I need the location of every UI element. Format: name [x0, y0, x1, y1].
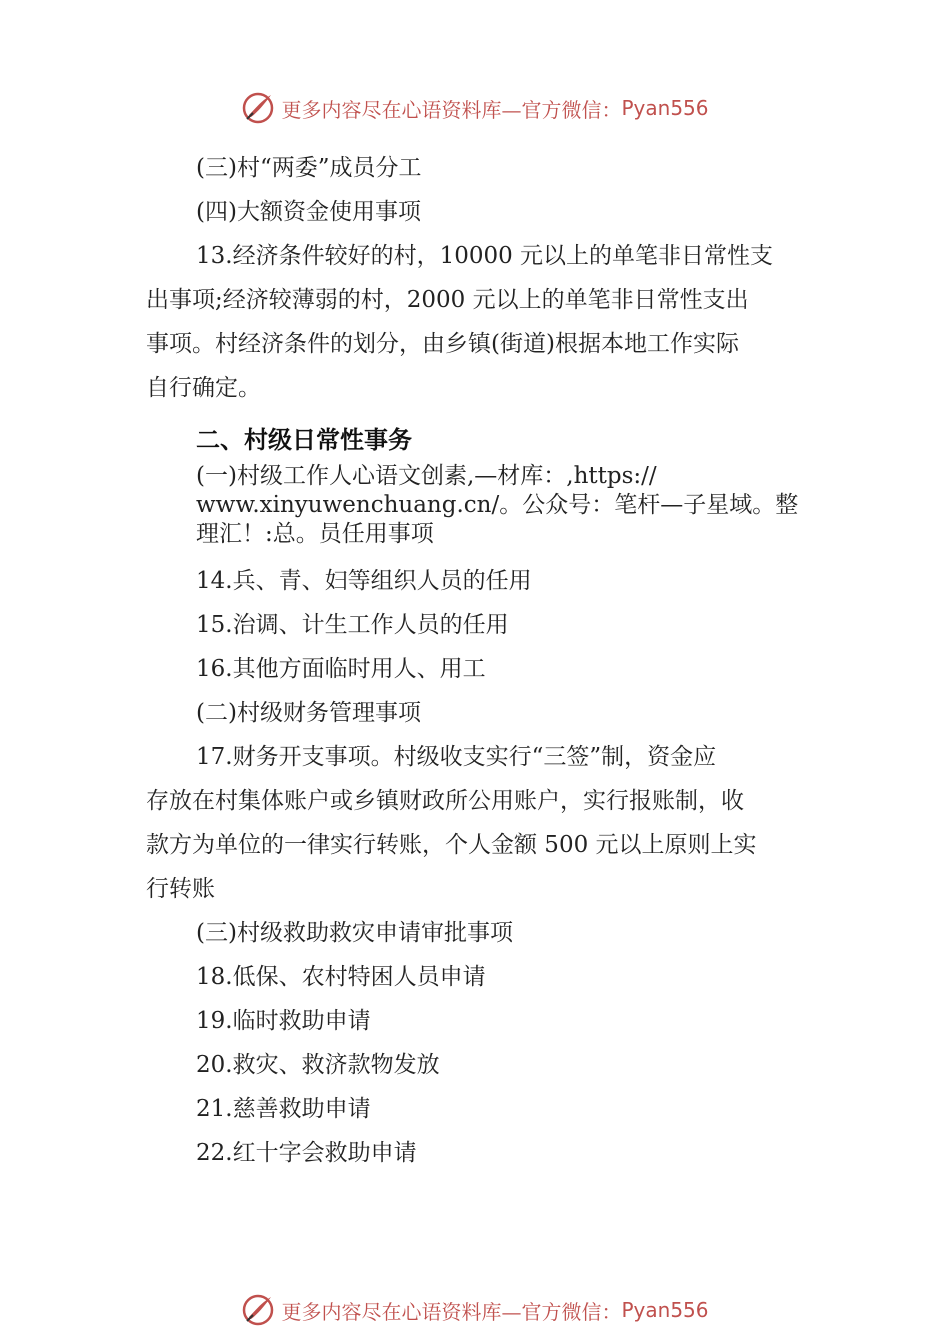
subsection-3: (三)村级救助救灾申请审批事项	[196, 920, 513, 946]
line-section-3-members: (三)村“两委”成员分工	[196, 155, 422, 181]
item-19: 19.临时救助申请	[196, 1008, 371, 1034]
paragraph-13-line: 事项。村经济条件的划分，由乡镇(街道)根据本地工作实际	[146, 331, 739, 357]
item-16: 16.其他方面临时用人、用工	[196, 656, 486, 682]
paragraph-17-line: 17.财务开支事项。村级收支实行“三签”制，资金应	[196, 744, 717, 770]
document-body	[146, 146, 816, 1175]
banner-text: 更多内容尽在心语资料库—官方微信：	[281, 1299, 622, 1324]
paragraph-13-line: 自行确定。	[146, 375, 261, 401]
subsection-1-line: 理汇！:总。员任用事项	[196, 521, 434, 547]
subsection-2: (二)村级财务管理事项	[196, 700, 421, 726]
section-heading: 二、村级日常性事务	[196, 426, 412, 454]
paragraph-17-line: 款方为单位的一律实行转账，个人金额 500 元以上原则上实	[146, 832, 757, 858]
item-20: 20.救灾、救济款物发放	[196, 1052, 440, 1078]
paragraph-17	[146, 735, 806, 911]
banner-text: 更多内容尽在心语资料库—官方微信：	[281, 97, 622, 122]
paragraph-17-line: 行转账	[146, 876, 215, 902]
quill-logo-icon	[241, 91, 275, 125]
item-18: 18.低保、农村特困人员申请	[196, 964, 486, 990]
banner-wechat-id: Pyan556	[621, 96, 709, 120]
header-banner	[0, 88, 950, 128]
subsection-1-line: www.xinyuwenchuang.cn/。公众号：笔杆—子星域。整	[196, 492, 799, 518]
paragraph-13	[146, 234, 806, 410]
line-section-4-funds: (四)大额资金使用事项	[196, 199, 421, 225]
item-21: 21.慈善救助申请	[196, 1096, 371, 1122]
paragraph-17-line: 存放在村集体账户或乡镇财政所公用账户，实行报账制，收	[146, 788, 744, 814]
footer-banner	[0, 1290, 950, 1330]
item-22: 22.红十字会救助申请	[196, 1140, 417, 1166]
paragraph-13-line: 出事项;经济较薄弱的村，2000 元以上的单笔非日常性支出	[146, 287, 749, 313]
banner-wechat-id: Pyan556	[621, 1298, 709, 1322]
paragraph-13-line: 13.经济条件较好的村，10000 元以上的单笔非日常性支	[196, 243, 774, 269]
item-15: 15.治调、计生工作人员的任用	[196, 612, 509, 638]
quill-logo-icon	[241, 1293, 275, 1327]
item-14: 14.兵、青、妇等组织人员的任用	[196, 568, 532, 594]
subsection-1-line: (一)村级工作人心语文创素,—材库：,https://	[196, 463, 657, 489]
